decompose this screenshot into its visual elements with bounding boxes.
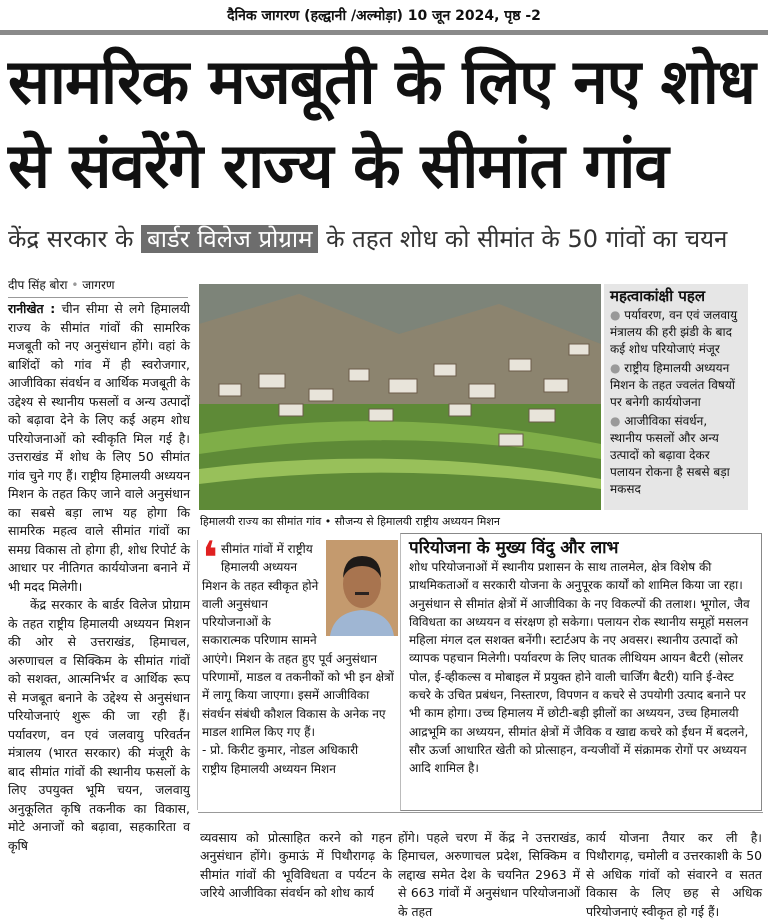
expert-portrait [326,540,398,636]
column-divider [197,540,198,810]
masthead: दैनिक जागरण (हल्द्वानी /अल्मोड़ा) 10 जून 2024, पृष्ठ -2 [227,8,541,24]
section-divider [198,812,763,813]
highlight-item [610,360,742,411]
village-photo [199,284,601,510]
subheadline [8,222,768,255]
highlights-box [604,284,748,510]
paragraph-1 [8,300,190,596]
bottom-column-3: कार्य योजना तैयार कर ली है। पिथौरागढ़, चमोली व उत्तरकाशी के 50 से अधिक गांवों को संवारने व सतत विकास के लिए छह से अधिक परियोजनाएं स्वीकृत हो गई हैं। [586,830,762,919]
highlight-text: आजीविका संवर्धन, स्थानीय फसलों और अन्य उत्पादों को बढ़ावा देकर पलायन रोकना है सबसे बड़ा मकसद [610,414,730,496]
bottom-column-1: व्यवसाय को प्रोत्साहित करने को गहन अनुसंधान होंगे। कुमाऊं में पिथौरागढ़ के सीमांत गांवों की भूविविधता व पर्यटन के जरिये आजीविका संवर्धन को शोध कार्य [200,830,392,901]
project-points-box [400,533,762,811]
paragraph-2: केंद्र सरकार के बार्डर विलेज प्रोग्राम के तहत राष्ट्रीय हिमालयी अध्ययन मिशन की ओर से उत्तराखंड, हिमाचल, अरुणाचल व सिक्किम के सीमांत गांवों को सशक्त, आत्मनिर्भर व आर्थिक रूप से मजबूत बनाने के उद्देश्य से अनुसंधान परियोजनाएं शुरू की जा रही हैं। पर्यावरण, वन एवं जलवायु परिवर्तन मंत्रालय (भारत सरकार) की मंजूरी के बाद सीमांत गांवों की स्थानीय फसलों के लिए उपयुक्त भूमि चयन, जलवायु अनुकूलित कृषि तकनीक का विकास, मोटे अनाजों को बढ़ावा, सहकारिता व कृषि [8,597,190,853]
quote-mark-icon: ❛ [202,531,218,585]
headline [8,40,768,208]
highlights-title: महत्वाकांक्षी पहल [610,287,706,305]
highlight-text: पर्यावरण, वन एवं जलवायु मंत्रालय की हरी झंडी के बाद कई शोध परियोजाएं मंजूर [610,308,738,356]
dateline: रानीखेत : [8,301,56,316]
left-column-article [8,300,190,855]
masthead-rule [0,30,768,35]
bullet-icon: ● [610,308,625,322]
project-text: शोध परियोजनाओं में स्थानीय प्रशासन के साथ तालमेल, क्षेत्र विशेष की प्राथमिकताओं व सरकारी योजना के अनुपूरक कार्यों को शामिल किया जा रहा। अनुसंधान से सीमांत क्षेत्रों में आजीविका के नए विकल्पों की तलाश। भूगोल, जैव विविधता का अध्ययन व संरक्षण हो सकेगा। पलायन रोक स्थानीय समूहों मसलन महिला मंगल दल सशक्त बनेंगी। स्टार्टअप के नए अवसर। स्थानीय उत्पादों को व्यापक पहचान मिलेगी। पर्यावरण के लिए घातक लीथियम आयन बैटरी (सोलर पोल, ई-व्हीकल्स व मोबाइल में प्रयुक्त होने वाली चार्जिंग बैटरी) यानि ई-वेस्ट कचरे के उचित प्रबंधन, निस्तारण, विपणन व कचरे से उपयोगी उत्पाद बनाने पर भी काम होगा। उच्च हिमालय में छोटी-बड़ी झीलों का अध्ययन, उच्च हिमालयी आद्रभूमि का अध्ययन, सीमांत क्षेत्रों में जैविक व खाद्य कचरे को ईंधन में बदलने, सौर ऊर्जा आधारित खेती को प्रोत्साहन, वन्यजीवों में संक्रामक रोगों पर अध्ययन आदि शामिल है। [409,560,750,776]
highlight-item [610,307,742,358]
subhead-after: के तहत शोध को सीमांत के 50 गांवों का चयन [326,225,728,253]
village-photo-illustration [199,284,601,510]
bullet-icon: ● [610,361,625,375]
byline-author: दीप सिंह बोरा [8,278,68,292]
photo-caption: हिमालयी राज्य का सीमांत गांव • सौजन्य से हिमालयी राष्ट्रीय अध्ययन मिशन [200,515,500,528]
byline [8,276,188,298]
subhead-before: केंद्र सरकार के [8,225,134,253]
headline-line-2: से संवरेंगे राज्य के सीमांत गांव [8,129,668,202]
highlight-text: राष्ट्रीय हिमालयी अध्ययन मिशन के तहत ज्वलंत विषयों पर बनेगी कार्ययोजना [610,361,735,409]
bullet-icon: ● [610,414,625,428]
paragraph-1-text: चीन सीमा से लगे हिमालयी राज्य के सीमांत गांवों की सामरिक मजबूती को नए अनुसंधान होंगे। वहां के बाशिंदों को गांव में ही स्वरोजगार, आजीविका संवर्धन व आर्थिक मजबूती के उद्देश्य से स्थानीय फसलों व अन्य उत्पादों को बढ़ावा देने के लिए कई अहम शोध परियोजनाओं को स्वीकृति मिल गई है। उत्तराखंड में शोध के लिए 50 सीमांत गांव चुने गए हैं। राष्ट्रीय हिमालयी अध्ययन मिशन के तहत किए जाने वाले अनुसंधान का सबसे बड़ा लाभ यह होगा कि सामरिक महत्व वाले सीमांत गांवों का समग्र विकास तो होगा ही, शोध रिपोर्ट के आधार पर नीतिगत कार्ययोजना बनाने में भी मदद मिलेगी। [8,301,190,594]
expert-quote [202,531,398,778]
quote-attribution-org: राष्ट्रीय हिमालयी अध्ययन मिशन [202,761,336,776]
byline-bullet: • [71,278,79,292]
headline-line-1: सामरिक मजबूती के लिए नए शोध [8,45,755,118]
bottom-column-2: होंगे। पहले चरण में केंद्र ने उत्तराखंड, हिमाचल, अरुणाचल प्रदेश, सिक्किम व लद्दाख समेत देश के चयनित 2963 में से 663 गांवों में अनुसंधान परियोजनाओं के तहत [398,830,580,919]
subhead-highlight: बार्डर विलेज प्रोग्राम [141,225,318,253]
quote-attribution: - प्रो. किरीट कुमार, नोडल अधिकारी [202,743,359,758]
quote-text: सीमांत गांवों में राष्ट्रीय हिमालयी अध्ययन मिशन के तहत स्वीकृत होने वाली अनुसंधान परियोजनाओं के सकारात्मक परिणाम सामने आएंगे। मिशन के तहत हुए पूर्व अनुसंधान परिणामों, माडल व तकनीकों को भी इन क्षेत्रों में लागू किया जाएगा। इसमें आजीविका संवर्धन संबंधी कौशल विकास के अनेक नए माडल शामिल किए गए हैं। [202,542,394,739]
byline-source: जागरण [82,278,115,292]
highlight-item [610,413,742,498]
project-title: परियोजना के मुख्य विंदु और लाभ [409,538,619,558]
